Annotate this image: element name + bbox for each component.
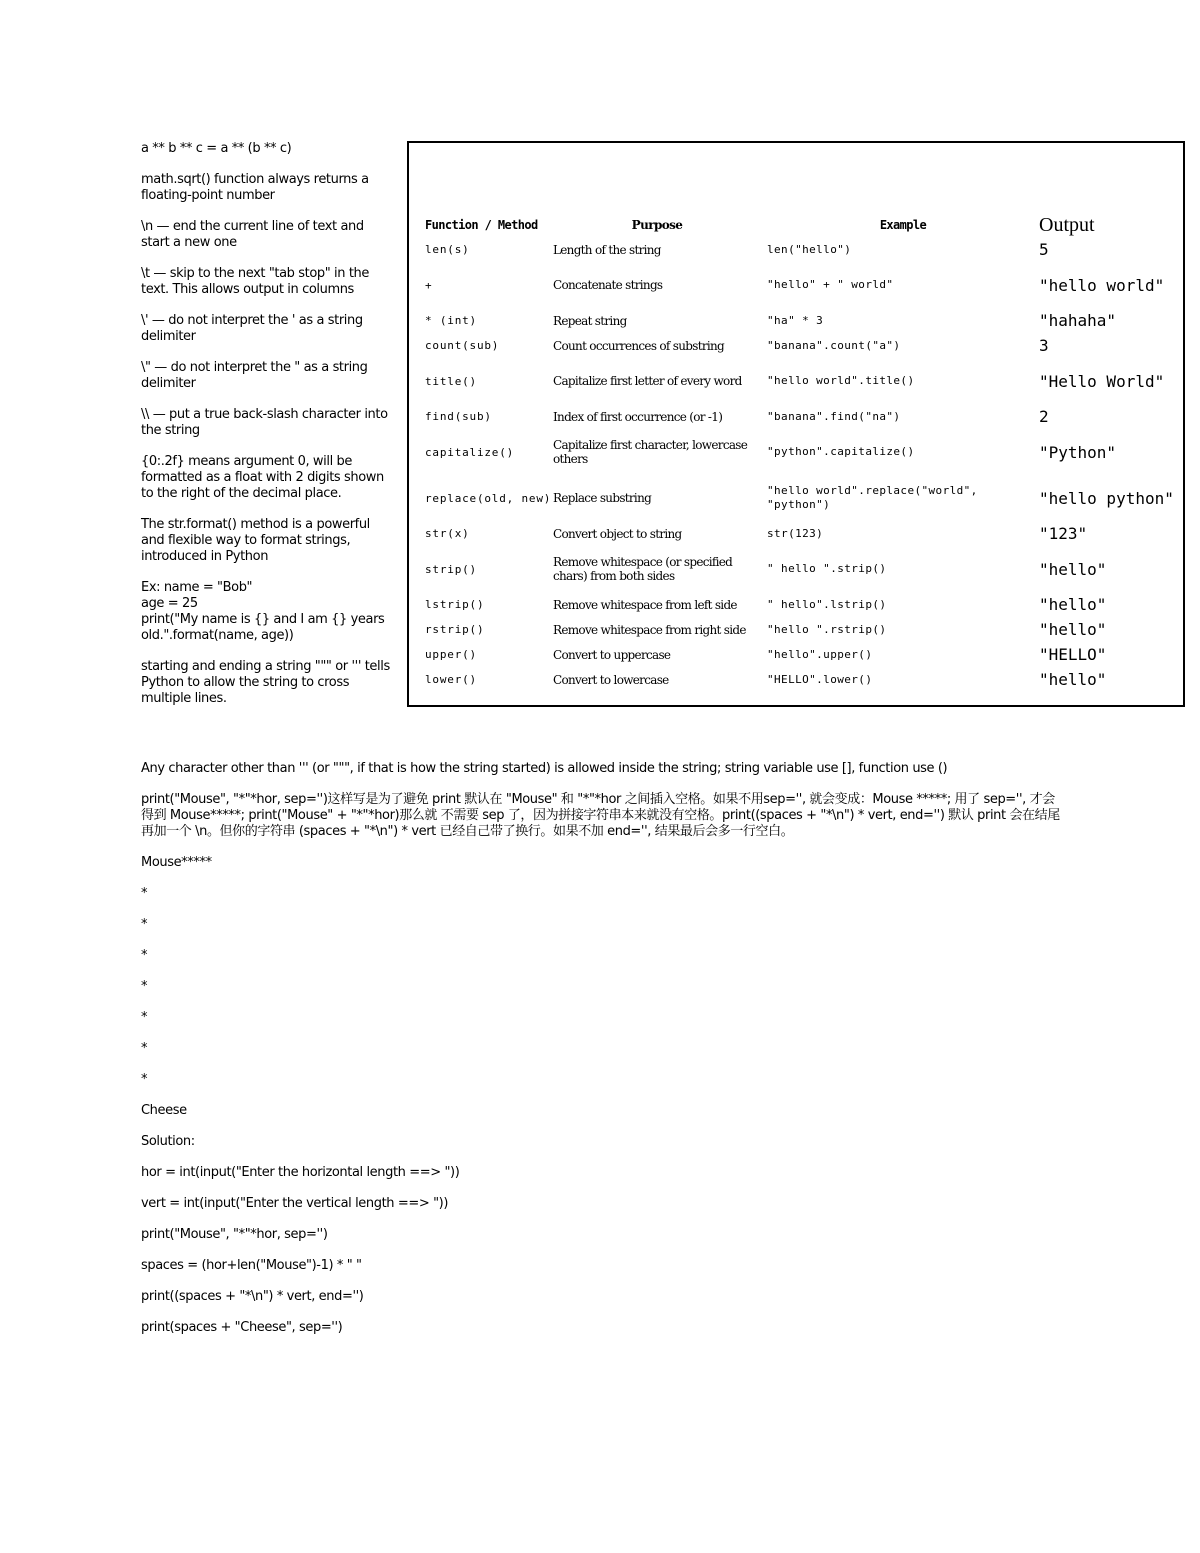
cell-purpose: Convert object to string (553, 526, 682, 541)
code-line: print("Mouse", "*"*hor, sep='') (141, 1227, 328, 1242)
solution-label: Solution: (141, 1134, 195, 1149)
cell-example: " hello".lstrip() (767, 597, 887, 611)
cell-output: 5 (1039, 240, 1049, 259)
code-line: hor = int(input("Enter the horizontal length ==> ")) (141, 1165, 460, 1180)
cell-function: len(s) (425, 243, 470, 256)
cell-example: "hello" + " world" (767, 278, 894, 291)
cell-example: "banana".find("na") (767, 409, 901, 423)
string-methods-box (407, 141, 1185, 707)
header-function: Function / Method (425, 218, 538, 232)
note-format-spec: {0:.2f} means argument 0, will be formatted as a float with 2 digits shown to the right of the decimal place. (141, 454, 388, 501)
cell-function: lstrip() (425, 598, 485, 611)
cell-function: rstrip() (425, 623, 485, 636)
cell-function: + (425, 278, 433, 292)
cell-output: "Hello World" (1039, 371, 1165, 391)
cell-output: "hello" (1039, 620, 1107, 639)
cell-output: 3 (1039, 336, 1049, 355)
cell-purpose: Repeat string (553, 313, 627, 328)
cell-output: "hahaha" (1039, 311, 1117, 330)
print-sep-explanation: print("Mouse", "*"*hor, sep='')这样写是为了避免 print 默认在 "Mouse" 和 "*"*hor 之间插入空格。如果不用sep='', 就会变成：Mouse *****; 用了 sep='', 才会得到 Mouse*****; print("Mouse" + "*"*hor)那么就 不需要 sep 了，因为拼接字符串本来就没有空格。print((spaces + "*\n") * vert, end='') 默认 print 会在结尾再加一个 \n。但你的字符串 (spaces + "*\n") * vert 已经自己带了换行。如果不加 end='', 结果最后会多一行空白。 (141, 792, 1060, 839)
cell-output: 2 (1039, 407, 1049, 426)
table-row (425, 617, 1175, 642)
table-row (425, 404, 1175, 429)
cell-output: "hello world" (1039, 275, 1165, 295)
cell-example: str(123) (767, 526, 824, 540)
table-row (425, 262, 1175, 308)
code-line: vert = int(input("Enter the vertical length ==> ")) (141, 1196, 448, 1211)
cell-function: upper() (425, 648, 477, 661)
cell-function: replace(old, new) (425, 491, 552, 505)
star-line: * (141, 886, 148, 901)
star-line: * (141, 948, 148, 963)
cell-example: "hello world".replace("world", "python") (767, 484, 978, 511)
cell-output: "Python" (1039, 442, 1117, 462)
cell-output: "hello" (1039, 670, 1107, 689)
note-backslash: \\ — put a true back-slash character into the string (141, 407, 392, 438)
cell-example: "HELLO".lower() (767, 672, 873, 686)
table-row (425, 333, 1175, 358)
table-row (425, 642, 1175, 667)
string-methods-table (425, 213, 1175, 692)
any-character-note: Any character other than ''' (or """, if that is how the string started) is allowed inside the string; string variable use [], function use () (141, 761, 948, 776)
star-line: * (141, 917, 148, 932)
cell-output: "123" (1039, 524, 1088, 543)
code-line: spaces = (hor+len("Mouse")-1) * " " (141, 1258, 362, 1273)
cell-purpose: Concatenate strings (553, 278, 663, 292)
cell-output: "HELLO" (1039, 645, 1107, 664)
table-header-row (425, 213, 1175, 237)
cell-purpose: Length of the string (553, 242, 661, 257)
note-triple-quotes: starting and ending a string """ or ''' tells Python to allow the string to cross multiple lines. (141, 659, 394, 706)
cell-output: "hello python" (1039, 488, 1174, 508)
cell-example: "banana".count("a") (767, 338, 901, 352)
mouse-output-line: Mouse***** (141, 855, 212, 870)
note-format-example: Ex: name = "Bob" age = 25 print("My name is {} and I am {} years old.".format(name, age)) (141, 580, 385, 643)
table-row (425, 521, 1175, 546)
cell-purpose: Capitalize first character, lowercase others (553, 438, 748, 466)
star-line: * (141, 1041, 148, 1056)
cell-purpose: Convert to lowercase (553, 672, 669, 687)
lower-section (141, 761, 1061, 1351)
header-example: Example (879, 218, 927, 232)
cell-example: " hello ".strip() (767, 562, 887, 575)
cell-purpose: Remove whitespace from right side (553, 622, 746, 637)
cell-purpose: Remove whitespace (or specified chars) from both sides (553, 555, 733, 583)
note-double-quote: \" — do not interpret the " as a string delimiter (141, 360, 372, 391)
table-row (425, 308, 1175, 333)
code-line: print((spaces + "*\n") * vert, end='') (141, 1289, 364, 1304)
cell-function: lower() (425, 673, 477, 686)
cell-example: "hello".upper() (767, 647, 873, 661)
star-line: * (141, 1072, 148, 1087)
table-row (425, 237, 1175, 262)
header-purpose: Purpose (631, 218, 683, 232)
cell-example: "ha" * 3 (767, 313, 824, 327)
table-row (425, 592, 1175, 617)
notes-column (141, 141, 393, 722)
table-row (425, 667, 1175, 692)
table-row (425, 358, 1175, 404)
cell-example: "hello ".rstrip() (767, 622, 887, 636)
cell-example: len("hello") (767, 242, 852, 256)
cell-output: "hello" (1039, 559, 1107, 579)
cell-function: str(x) (425, 527, 470, 540)
note-str-format: The str.format() method is a powerful and flexible way to format strings, introduced in Python (141, 517, 374, 564)
note-exponent: a ** b ** c = a ** (b ** c) (141, 141, 292, 156)
cell-example: "python".capitalize() (767, 445, 915, 458)
cell-function: capitalize() (425, 445, 515, 459)
cell-function: find(sub) (425, 410, 492, 423)
cell-purpose: Remove whitespace from left side (553, 597, 737, 612)
cell-function: count(sub) (425, 339, 500, 352)
note-tab: \t — skip to the next "tab stop" in the text. This allows output in columns (141, 266, 373, 297)
table-row (425, 546, 1175, 592)
cell-purpose: Capitalize first letter of every word (553, 374, 742, 388)
cell-output: "hello" (1039, 595, 1107, 614)
star-line: * (141, 1010, 148, 1025)
note-single-quote: \' — do not interpret the ' as a string delimiter (141, 313, 367, 344)
cell-function: * (int) (425, 314, 477, 327)
cell-purpose: Replace substring (553, 491, 652, 505)
cell-purpose: Index of first occurrence (or -1) (553, 409, 723, 424)
cell-example: "hello world".title() (767, 374, 915, 387)
cell-purpose: Count occurrences of substring (553, 338, 725, 353)
code-line: print(spaces + "Cheese", sep='') (141, 1320, 343, 1335)
note-sqrt: math.sqrt() function always returns a floating-point number (141, 172, 373, 203)
cell-function: title() (425, 374, 477, 388)
cell-purpose: Convert to uppercase (553, 647, 671, 662)
cell-function: strip() (425, 562, 477, 576)
cheese-output-line: Cheese (141, 1103, 187, 1118)
table-row (425, 475, 1175, 521)
header-output: Output (1039, 213, 1095, 236)
table-row (425, 429, 1175, 475)
note-newline: \n — end the current line of text and start a new one (141, 219, 368, 250)
star-line: * (141, 979, 148, 994)
